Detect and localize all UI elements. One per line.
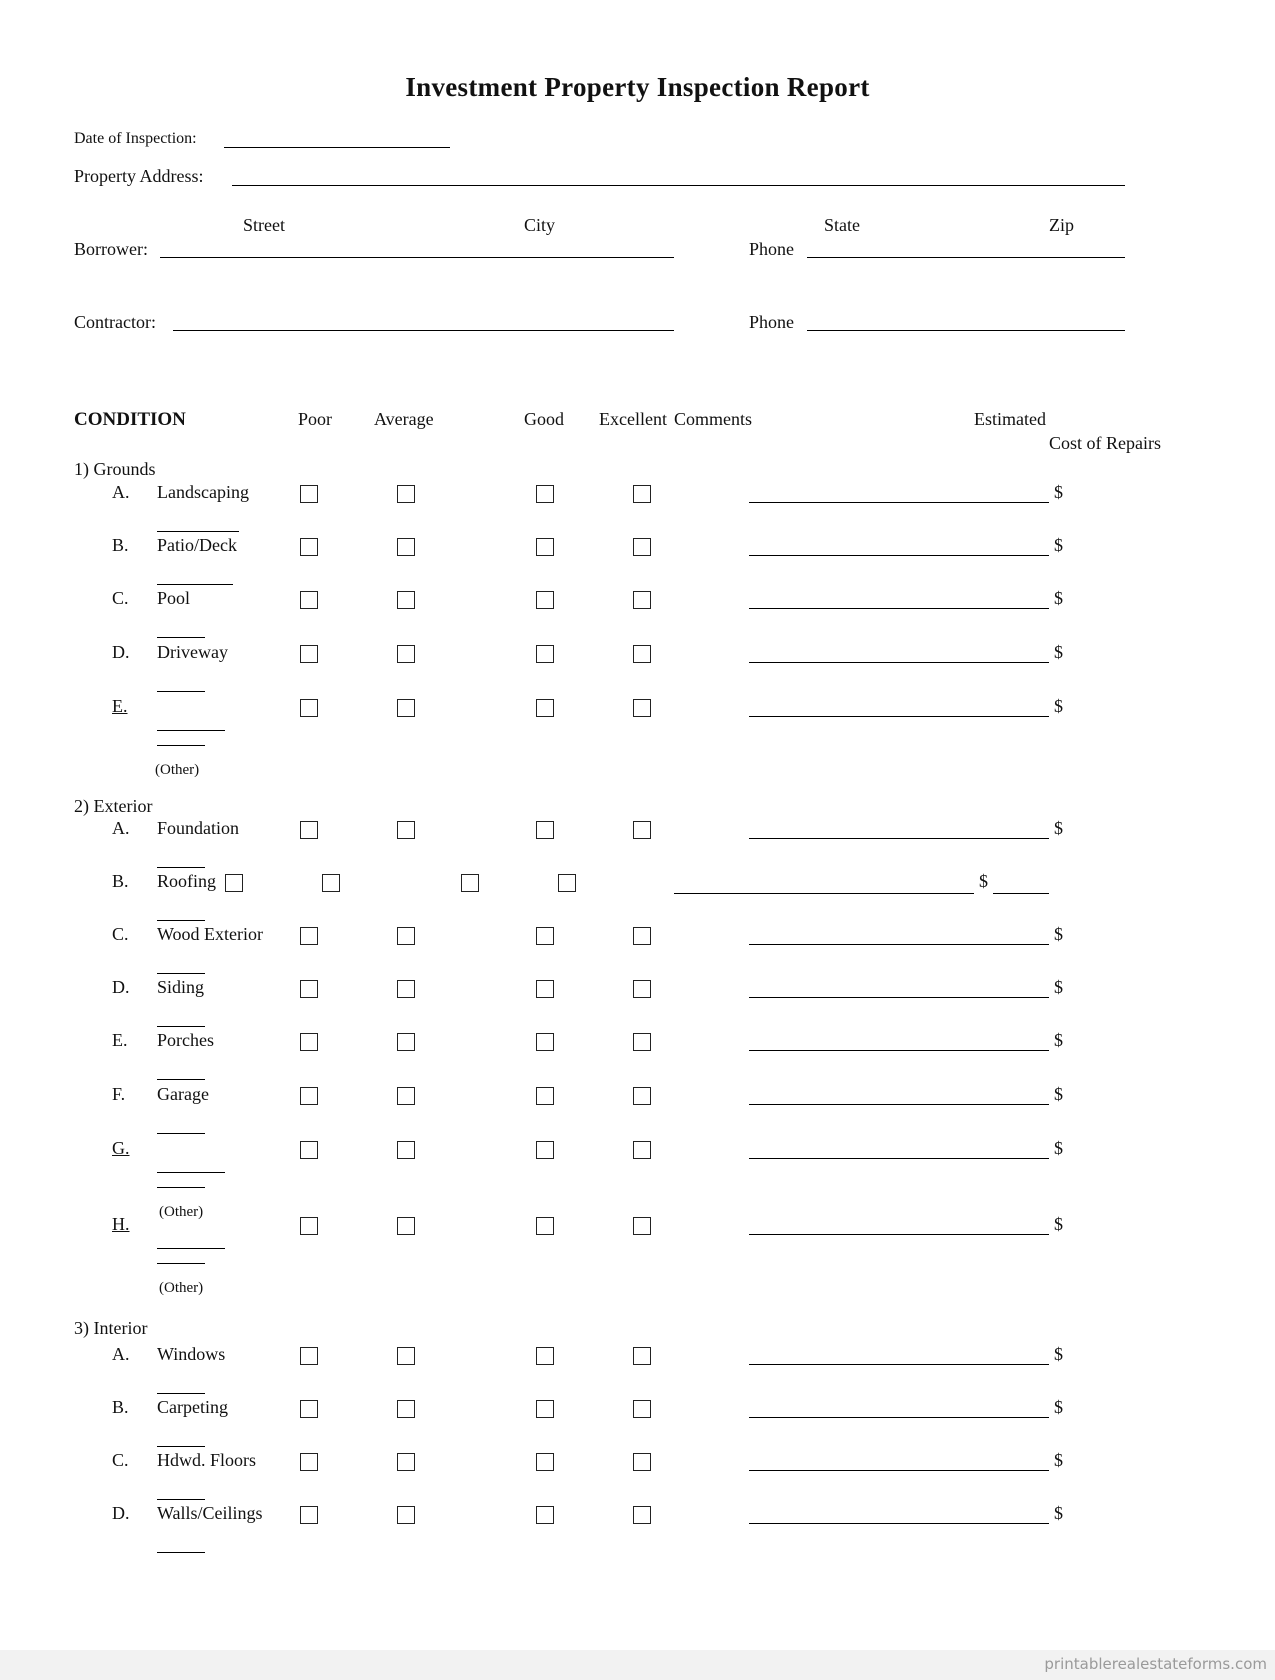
poor-checkbox[interactable] (300, 591, 318, 609)
poor-checkbox[interactable] (300, 1141, 318, 1159)
item-underline (157, 1079, 205, 1080)
item-name: Walls/Ceilings (157, 1503, 263, 1523)
average-checkbox[interactable] (397, 645, 415, 663)
average-checkbox[interactable] (397, 591, 415, 609)
item-letter: D. (112, 642, 130, 662)
dollar-sign: $ (1054, 818, 1063, 838)
good-checkbox[interactable] (536, 1453, 554, 1471)
item-name: Landscaping (157, 482, 249, 502)
dollar-sign: $ (1054, 1450, 1063, 1470)
average-checkbox[interactable] (397, 927, 415, 945)
average-checkbox[interactable] (397, 699, 415, 717)
comments-field[interactable] (749, 662, 1049, 663)
poor-checkbox[interactable] (300, 1033, 318, 1051)
item-letter: G. (112, 1138, 130, 1158)
comments-field[interactable] (749, 944, 1049, 945)
other-item-field[interactable] (157, 1172, 225, 1173)
excellent-checkbox[interactable] (633, 485, 651, 503)
zip-caption: Zip (1049, 215, 1074, 235)
average-checkbox[interactable] (397, 1400, 415, 1418)
comments-field[interactable] (749, 1158, 1049, 1159)
average-checkbox[interactable] (397, 1217, 415, 1235)
dollar-sign: $ (1054, 535, 1063, 555)
street-caption: Street (243, 215, 285, 235)
item-name: Driveway (157, 642, 228, 662)
average-header: Average (374, 409, 434, 429)
excellent-checkbox[interactable] (633, 645, 651, 663)
item-letter: D. (112, 977, 130, 997)
poor-checkbox[interactable] (300, 1347, 318, 1365)
excellent-checkbox[interactable] (633, 1506, 651, 1524)
item-letter: C. (112, 924, 129, 944)
dollar-sign: $ (979, 871, 988, 891)
good-checkbox[interactable] (536, 1033, 554, 1051)
good-checkbox[interactable] (536, 538, 554, 556)
comments-field[interactable] (749, 997, 1049, 998)
average-checkbox[interactable] (397, 485, 415, 503)
section-heading: 1) Grounds (74, 459, 156, 479)
item-underline (157, 1446, 205, 1447)
excellent-checkbox[interactable] (633, 1033, 651, 1051)
comments-field[interactable] (749, 1417, 1049, 1418)
item-name: Hdwd. Floors (157, 1450, 257, 1470)
poor-checkbox[interactable] (300, 1400, 318, 1418)
excellent-checkbox[interactable] (633, 1453, 651, 1471)
item-name: Roofing (157, 871, 217, 891)
comments-field[interactable] (749, 1104, 1049, 1105)
item-underline (157, 1026, 205, 1027)
item-name: Garage (157, 1084, 209, 1104)
item-underline (157, 867, 205, 868)
comments-field[interactable] (749, 1470, 1049, 1471)
date-label: Date of Inspection: (74, 130, 197, 147)
comments-field[interactable] (749, 1364, 1049, 1365)
good-checkbox[interactable] (536, 591, 554, 609)
borrower-label: Borrower: (74, 239, 148, 259)
average-checkbox[interactable] (397, 980, 415, 998)
item-name: Carpeting (157, 1397, 228, 1417)
good-checkbox[interactable] (536, 821, 554, 839)
dollar-sign: $ (1054, 1214, 1063, 1234)
excellent-checkbox[interactable] (633, 1087, 651, 1105)
average-checkbox[interactable] (397, 1087, 415, 1105)
item-underline (157, 1552, 205, 1553)
cost-field[interactable] (993, 893, 1049, 894)
item-underline (157, 1187, 205, 1188)
good-checkbox[interactable] (536, 927, 554, 945)
comments-field[interactable] (749, 838, 1049, 839)
excellent-checkbox[interactable] (558, 874, 576, 892)
good-checkbox[interactable] (536, 699, 554, 717)
item-letter: A. (112, 482, 130, 502)
good-checkbox[interactable] (461, 874, 479, 892)
address-field[interactable] (232, 185, 1125, 186)
excellent-checkbox[interactable] (633, 821, 651, 839)
dollar-sign: $ (1054, 482, 1063, 502)
other-caption: (Other) (159, 1280, 204, 1296)
good-checkbox[interactable] (536, 1400, 554, 1418)
other-caption-text: Other (164, 1204, 199, 1220)
item-letter: A. (112, 1344, 130, 1364)
poor-checkbox[interactable] (300, 1217, 318, 1235)
other-item-field[interactable] (157, 1248, 225, 1249)
item-letter: B. (112, 1397, 129, 1417)
poor-checkbox[interactable] (300, 485, 318, 503)
excellent-checkbox[interactable] (633, 1217, 651, 1235)
comments-field[interactable] (749, 716, 1049, 717)
good-checkbox[interactable] (536, 1506, 554, 1524)
poor-checkbox[interactable] (300, 645, 318, 663)
item-name: Foundation (157, 818, 240, 838)
excellent-checkbox[interactable] (633, 927, 651, 945)
poor-checkbox[interactable] (300, 1506, 318, 1524)
excellent-checkbox[interactable] (633, 591, 651, 609)
item-letter: B. (112, 535, 129, 555)
borrower-field[interactable] (160, 257, 674, 258)
excellent-checkbox[interactable] (633, 1141, 651, 1159)
item-name: Pool (157, 588, 191, 608)
condition-header: CONDITION (74, 409, 186, 430)
borrower-phone-field[interactable] (807, 257, 1125, 258)
item-underline (157, 637, 205, 638)
item-letter: A. (112, 818, 130, 838)
dollar-sign: $ (1054, 1084, 1063, 1104)
average-checkbox[interactable] (397, 1347, 415, 1365)
item-letter: C. (112, 588, 129, 608)
excellent-header: Excellent (599, 409, 667, 429)
average-checkbox[interactable] (397, 1141, 415, 1159)
dollar-sign: $ (1054, 642, 1063, 662)
other-caption-text: Other (160, 762, 195, 778)
poor-checkbox[interactable] (300, 1087, 318, 1105)
average-checkbox[interactable] (397, 1506, 415, 1524)
item-letter: E. (112, 696, 128, 716)
item-underline (157, 1133, 205, 1134)
other-caption: (Other) (155, 762, 200, 778)
dollar-sign: $ (1054, 1030, 1063, 1050)
poor-checkbox[interactable] (300, 1453, 318, 1471)
comments-field[interactable] (749, 555, 1049, 556)
dollar-sign: $ (1054, 1138, 1063, 1158)
city-caption: City (524, 215, 556, 235)
contractor-label: Contractor: (74, 312, 156, 332)
comments-field[interactable] (674, 893, 974, 894)
item-underline (157, 1393, 205, 1394)
poor-checkbox[interactable] (300, 821, 318, 839)
item-letter: D. (112, 1503, 130, 1523)
dollar-sign: $ (1054, 1397, 1063, 1417)
state-caption: State (824, 215, 860, 235)
dollar-sign: $ (1054, 1503, 1063, 1523)
contractor-field[interactable] (173, 330, 674, 331)
item-underline (157, 920, 205, 921)
dollar-sign: $ (1054, 588, 1063, 608)
average-checkbox[interactable] (322, 874, 340, 892)
excellent-checkbox[interactable] (633, 699, 651, 717)
item-name: Siding (157, 977, 205, 997)
good-checkbox[interactable] (536, 1087, 554, 1105)
item-letter: C. (112, 1450, 129, 1470)
excellent-checkbox[interactable] (633, 1400, 651, 1418)
borrower-phone-label: Phone (749, 239, 794, 259)
item-name: Windows (157, 1344, 226, 1364)
contractor-phone-label: Phone (749, 312, 794, 332)
comments-header: Comments (674, 409, 753, 429)
address-label: Property Address: (74, 166, 204, 186)
poor-header: Poor (298, 409, 333, 429)
dollar-sign: $ (1054, 924, 1063, 944)
item-underline (157, 1499, 205, 1500)
footer-site: printablerealestateforms.com (1044, 1655, 1267, 1673)
excellent-checkbox[interactable] (633, 980, 651, 998)
good-checkbox[interactable] (536, 1347, 554, 1365)
good-header: Good (524, 409, 564, 429)
dollar-sign: $ (1054, 696, 1063, 716)
page-title: Investment Property Inspection Report (405, 72, 870, 102)
item-letter: F. (112, 1084, 126, 1104)
average-checkbox[interactable] (397, 1033, 415, 1051)
item-name: Patio/Deck (157, 535, 237, 555)
date-field[interactable] (224, 147, 450, 148)
good-checkbox[interactable] (536, 1141, 554, 1159)
good-checkbox[interactable] (536, 980, 554, 998)
comments-field[interactable] (749, 1050, 1049, 1051)
item-underline (157, 1263, 205, 1264)
item-letter: B. (112, 871, 129, 891)
poor-checkbox[interactable] (225, 874, 243, 892)
poor-checkbox[interactable] (300, 927, 318, 945)
poor-checkbox[interactable] (300, 699, 318, 717)
comments-field[interactable] (749, 502, 1049, 503)
excellent-checkbox[interactable] (633, 538, 651, 556)
item-name: Wood Exterior (157, 924, 264, 944)
poor-checkbox[interactable] (300, 980, 318, 998)
other-item-field[interactable] (157, 730, 225, 731)
average-checkbox[interactable] (397, 1453, 415, 1471)
dollar-sign: $ (1054, 1344, 1063, 1364)
estimated-header: Estimated (974, 409, 1046, 429)
good-checkbox[interactable] (536, 645, 554, 663)
section-heading: 3) Interior (74, 1318, 148, 1338)
item-underline (157, 745, 205, 746)
item-underline (157, 973, 205, 974)
excellent-checkbox[interactable] (633, 1347, 651, 1365)
cost-header: Cost of Repairs (1049, 433, 1161, 453)
item-underline (157, 584, 233, 585)
poor-checkbox[interactable] (300, 538, 318, 556)
item-underline (157, 691, 205, 692)
contractor-phone-field[interactable] (807, 330, 1125, 331)
good-checkbox[interactable] (536, 485, 554, 503)
dollar-sign: $ (1054, 977, 1063, 997)
comments-field[interactable] (749, 1234, 1049, 1235)
average-checkbox[interactable] (397, 821, 415, 839)
comments-field[interactable] (749, 1523, 1049, 1524)
comments-field[interactable] (749, 608, 1049, 609)
item-name: Porches (157, 1030, 214, 1050)
average-checkbox[interactable] (397, 538, 415, 556)
section-heading: 2) Exterior (74, 796, 153, 816)
good-checkbox[interactable] (536, 1217, 554, 1235)
other-caption: (Other) (159, 1204, 204, 1220)
other-caption-text: Other (164, 1280, 199, 1296)
item-underline (157, 531, 239, 532)
item-letter: E. (112, 1030, 128, 1050)
item-letter: H. (112, 1214, 130, 1234)
